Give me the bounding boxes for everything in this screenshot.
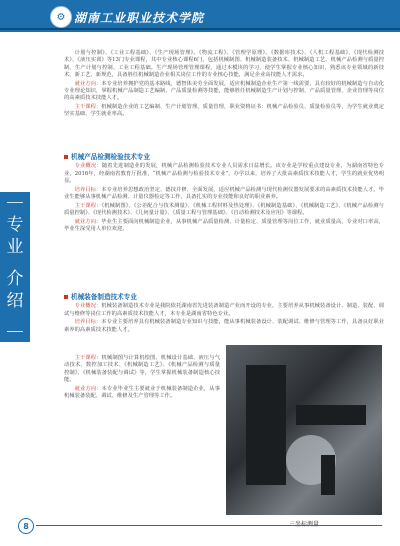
school-logo-icon: ⚙ xyxy=(50,6,72,28)
section-title: 机械装备制造技术专业 xyxy=(64,294,384,301)
section-marker-icon xyxy=(64,295,68,299)
section-paragraph: 主干课程：《机械制图》、《公差配合与技术测量》、《机械工程材料及热处理》、《机械制造基础》、《机械制造工艺》、《机械产品检测与质量控制》、《现代检测技术》、《几何量计量》、《质量工程与管理基础》、《自动检测技术及应用》等课程。 xyxy=(64,202,384,217)
cmm-photo xyxy=(226,345,382,515)
school-name: 湖南工业职业技术学院 xyxy=(74,11,205,25)
section-paragraph: 培养目标：本专业培养思想政治坚定、德技并修、全面发展，适应机械产品检测与现代检测仪器发展要求的高素质技术技能人才。毕业生能够从事机械产品检测、计量仪器检定等工作，具备扎实的专业技能和良好的职业素养。 xyxy=(64,186,384,200)
section-paragraph: 就业方向：毕业生主要面向机械制造企业，从事机械产品质量检测、计量检定、质量管理等岗位工作，就业质量高，专业对口率高，毕业生深受用人单位欢迎。 xyxy=(64,218,384,233)
section-paragraph: 培养目标：本专业主要培养具有机械装备制造专业知识与技能，能从事机械装备设计、装配调试、维修与管理等工作，具备良好职业素养的高素质技术技能人才。 xyxy=(64,319,384,333)
side-tab-label: 专业 介绍 xyxy=(6,215,24,311)
header-stripe xyxy=(0,28,400,30)
section-equipment-title-block xyxy=(64,290,384,335)
section-paragraph: 专业概况：随着先进制造业的发展，机械产品检测检验技术专业人员需求日益增长。该专业是学校重点建设专业，为湖南省特色专业，2016年，经湖南省教育厅批准，“机械产品检测与检验技术专业”，办学以来，培养了大批高素质技术技能人才，学生的就业优势明显。 xyxy=(64,163,384,184)
page-number-badge: 8 xyxy=(18,518,34,534)
section-equipment-narrow xyxy=(64,355,220,402)
section-paragraph: 就业方向：本专业毕业生主要就业于机械装备制造企业，从事机械装备装配、调试、维修及生产管理等工作。 xyxy=(64,385,220,399)
section-marker-icon xyxy=(64,155,68,159)
intro-paragraph: 就业方向：本专业培养拥护党的基本路线，德智体美劳全面发展，适应机械制造企业生产第一线需要，具有较好的机械制造与自动化专业理论知识，掌握机械产品制造工艺编制、产品质量检测等技能，能够胜任机械制造生产计划与控制、产品质量管理、企业管理等岗位的高素质技术技能人才。 xyxy=(64,80,384,102)
footer-rule xyxy=(36,525,382,526)
photo-caption xyxy=(226,519,382,528)
intro-text xyxy=(64,50,384,120)
section-inspection xyxy=(64,150,384,235)
side-tab-divider-bottom xyxy=(7,331,23,332)
section-paragraph: 主干课程：机械制图与计算机绘图、机械设计基础、液压与气动技术、数控加工技术、《机械制造工艺》、《机械产品检测与质量控制》、《机械装备装配与调试》等，学生掌握机械装备制造核心技能。 xyxy=(64,355,220,383)
intro-paragraph: 计划与控制》、《工业工程基础》、《生产现场管理》、《物流工程》、《管理学原理》、《数据库技术》、《人机工程基础》、《现代检测技术》、《液压实训》等13门专业课程，其中专业核心课程6门，包括机械制图、机械制造装备技术、机械制造工艺、机械产品检测与质量控制、生产计划与控制、工业工程基础。生产现场管理管理课程，通过本模块的学习，使学生掌握专业核心知识，熟悉该专业领域的新技术、新工艺、新规范，具备胜任机械制造企业相关岗位工作的专业核心技能，满足企业高技能人才需求。 xyxy=(64,50,384,78)
header-band xyxy=(0,0,400,32)
intro-paragraph: 主干课程：机械制造企业的工艺编制、生产计划管理、质量管理，职业资格证书：机械产品检验员、质量检验员等，为学生就业奠定坚实基础，学生就业率高。 xyxy=(64,104,384,118)
section-title: 机械产品检测检验技术专业 xyxy=(64,154,384,161)
section-paragraph: 专业概况：机械装备制造技术专业是我院依托湖南省先进装备制造产业而开设的专业，主要培养从事机械装备设计、制造、装配、调试与维修等岗位工作的高素质技术技能人才，本专业是湖南省特色专业。 xyxy=(64,303,384,317)
side-tab-divider-top xyxy=(7,202,23,203)
